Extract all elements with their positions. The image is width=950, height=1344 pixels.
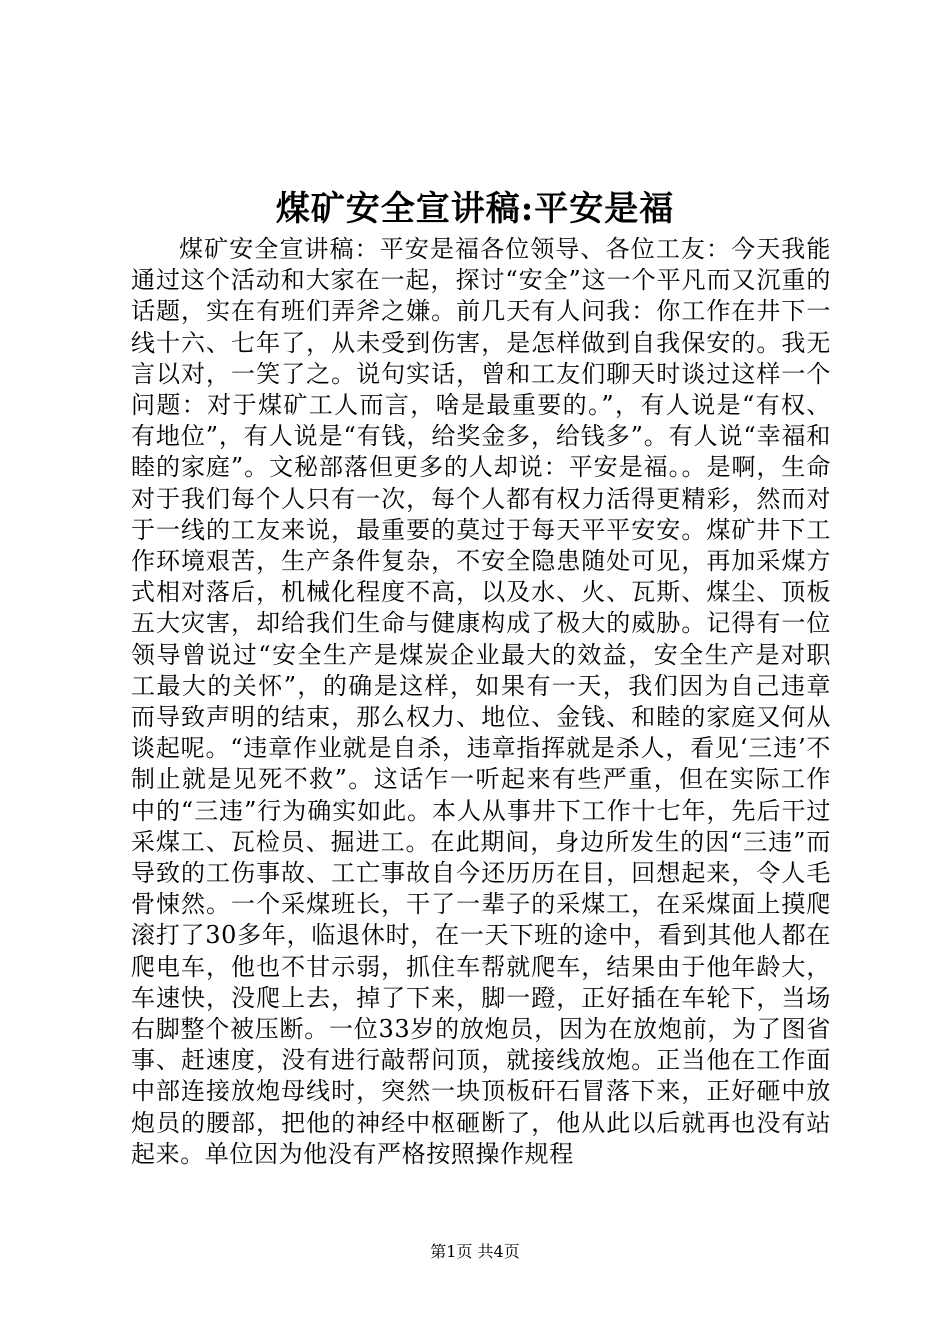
document-title: 煤矿安全宣讲稿:平安是福 [275,189,675,229]
page-footer: 第1页 共4页 [430,1242,520,1261]
document-body-paragraph: 煤矿安全宣讲稿：平安是福各位领导、各位工友：今天我能通过这个活动和大家在一起，探讨“安全”这一个平凡而又沉重的话题，实在有班们弄斧之嫌。前几天有人问我：你工作在井下一线十六、七年了，从未受到伤害，是怎样做到自我保安的。我无言以对，一笑了之。说句实话，曾和工友们聊天时谈过这样一个问题：对于煤矿工人而言，啥是最重要的。”，有人说是“有权、有地位”，有人说是“有钱，给奖金多，给钱多”。有人说“幸福和睦的家庭”。文秘部落但更多的人却说：平安是福。。是啊，生命对于我们每个人只有一次，每个人都有权力活得更精彩，然而对于一线的工友来说，最重要的莫过于每天平平安安。煤矿井下工作环境艰苦，生产条件复杂，不安全隐患随处可见，再加采煤方式相对落后，机械化程度不高，以及水、火、瓦斯、煤尘、顶板五大灾害，却给我们生命与健康构成了极大的威胁。记得有一位领导曾说过“安全生产是煤炭企业最大的效益，安全生产是对职工最大的关怀”，的确是这样，如果有一天，我们因为自己违章而导致声明的结束，那么权力、地位、金钱、和睦的家庭又何从谈起呢。“违章作业就是自杀，违章指挥就是杀人，看见‘三违’不制止就是见死不救”。这话乍一听起来有些严重，但在实际工作中的“三违”行为确实如此。本人从事井下工作十七年，先后干过采煤工、瓦检员、掘进工。在此期间，身边所发生的因“三违”而导致的工伤事故、工亡事故自今还历历在目，回想起来，令人毛骨悚然。一个采煤班长，干了一辈子的采煤工，在采煤面上摸爬滚打了30多年，临退休时，在一天下班的途中，看到其他人都在爬电车，他也不甘示弱，抓住车帮就爬车，结果由于他年龄大，车速快，没爬上去，掉了下来，脚一蹬，正好插在车轮下，当场右脚整个被压断。一位33岁的放炮员，因为在放炮前，为了图省事、赶速度，没有进行敲帮问顶，就接线放炮。正当他在工作面中部连接放炮母线时，突然一块顶板矸石冒落下来，正好砸中放炮员的腰部，把他的神经中枢砸断了，他从此以后就再也没有站起来。单位因为他没有严格按照操作规程 [131,235,831,1168]
